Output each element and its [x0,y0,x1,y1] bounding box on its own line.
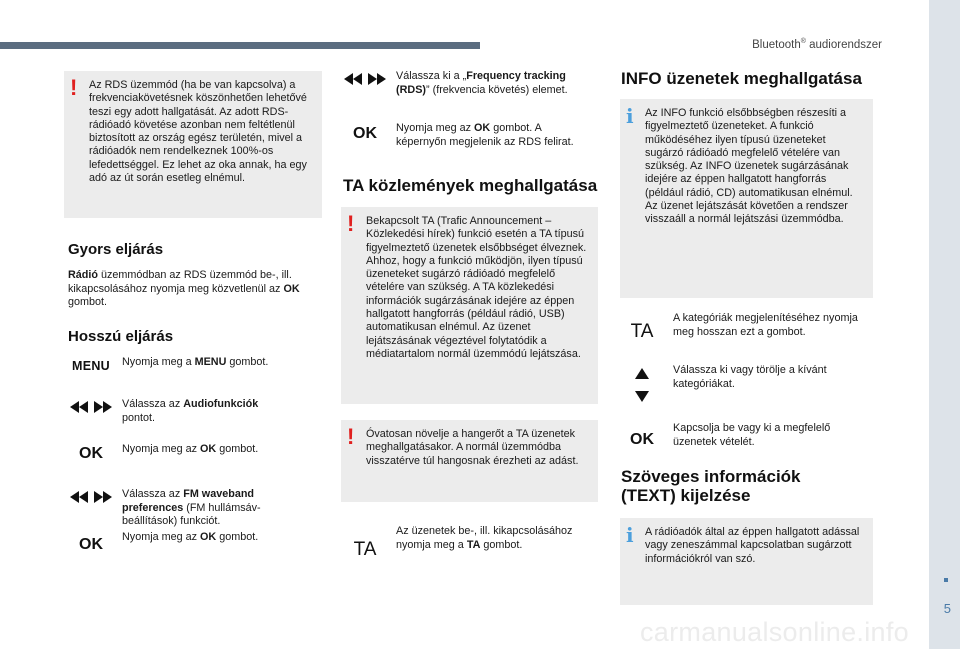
step-text: Nyomja meg az OK gombot. A képernyőn megjelenik az RDS felirat. [396,122,574,148]
left-right-arrows-icon [340,73,390,85]
page-marker-dot [944,578,948,582]
ok-button-icon: OK [353,125,377,142]
section-header: Bluetooth® audiorendszer [752,38,882,51]
warning-icon: ! [347,211,355,236]
step-text: Nyomja meg az OK gombot. [122,531,259,543]
left-right-arrows-icon [66,401,116,413]
warning-icon: ! [347,424,355,449]
rds-warning-text: Az RDS üzemmód (ha be van kapcsolva) a frekvenciakövetésnek köszönhetően lehetővé teszi egy adott hallgatását. Az adott RDS-rádióadó követése azonban nem feltétlenül biztosított az ország egész területén, mivel a rádióadók nem rendelkeznek 100%-os lefedettséggel. Ez lehet az oka annak, ha egy adó az út során esetleg elnémul. [89,79,307,185]
up-down-arrows-icon [617,368,667,402]
step-text: A kategóriák megjelenítéséhez nyomja meg hosszan ezt a gombot. [673,312,858,338]
step-text: Nyomja meg az OK gombot. [122,443,259,455]
volume-warning-box [341,420,598,502]
ta-warning-box [341,207,598,404]
step-text: Válassza az FM waveband preferences (FM hullámsáv-beállítások) funkciót. [122,488,261,527]
step-text: Válassza az Audiofunkciók pontot. [122,398,259,424]
page-number: 5 [943,601,951,616]
info-box [620,99,873,298]
long-procedure-title: Hosszú eljárás [68,328,174,345]
text-info-box [620,518,873,605]
step-text: Válassza ki vagy törölje a kívánt kategóriákat. [673,364,827,390]
page-side-strip [929,0,960,649]
quick-procedure-title: Gyors eljárás [68,241,164,258]
ta-button-icon: TA [353,539,377,560]
text-info-title: Szöveges információk (TEXT) kijelzése [621,467,801,505]
text-info-box-text: A rádióadók által az éppen hallgatott adással vagy zeneszámmal kapcsolatban sugárzott információkról van szó. [645,526,860,565]
ta-section-title: TA közlemények meghallgatása [343,176,598,195]
menu-button-icon: MENU [71,359,110,373]
step-text: Az üzenetek be-, ill. kikapcsolásához nyomja meg a TA gombot. [396,525,573,551]
info-section-title: INFO üzenetek meghallgatása [621,69,862,88]
ok-button-icon: OK [79,536,103,553]
header-rule [0,42,480,49]
info-icon: i [626,523,634,547]
ok-button-icon: OK [630,431,654,448]
step-text: Nyomja meg a MENU gombot. [122,356,269,368]
step-text: Kapcsolja be vagy ki a megfelelő üzenetek vételét. [673,422,831,448]
left-right-arrows-icon [66,491,116,503]
ta-warning-text: Bekapcsolt TA (Trafic Announcement – Közlekedési hírek) funkció esetén a TA típusú figyelmeztető üzenetek elsőbbséget élveznek. Ahhoz, hogy a funkció működjön, ilyen típusú üzeneteket sugárzó rádióadó megfelelő vételére van szükség. A TA közlekedési információk sugárzásának idejére az éppen hallgatott hangforrás (például rádió, USB) automatikusan elnémul. Az üzenet lejátszásának végeztével folytatódik a médiatartalom normál üzemmódú lejátszása. [366,215,587,360]
watermark: carmanualsonline.info [640,617,909,647]
rds-warning-box [64,71,322,218]
volume-warning-text: Óvatosan növelje a hangerőt a TA üzenetek meghallgatásakor. A normál üzemmódba visszatérve túl hangosnak érezheti az adást. [366,428,579,467]
step-text: Válassza ki a „Frequency tracking (RDS)” (frekvencia követés) elemet. [396,70,568,96]
ok-button-icon: OK [79,445,103,462]
quick-procedure-text: Rádió üzemmódban az RDS üzemmód be-, ill. kikapcsolásához nyomja meg közvetlenül az OK gombot. [68,269,300,308]
info-box-text: Az INFO funkció elsőbbségben részesíti a figyelmeztető üzeneteket. A funkció működéséhez ilyen típusú üzeneteket sugárzó rádióadó megfelelő vételére van szükség. Az INFO üzenetek sugárzásának idejére az éppen hallgatott hangforrás (például rádió, CD) automatikusan elnémul. Az üzenet lejátszását követően a rendszer visszaáll a normál lejátszási üzemmódba. [645,107,853,226]
info-icon: i [626,104,634,128]
ta-button-icon: TA [630,321,654,342]
warning-icon: ! [70,75,78,100]
